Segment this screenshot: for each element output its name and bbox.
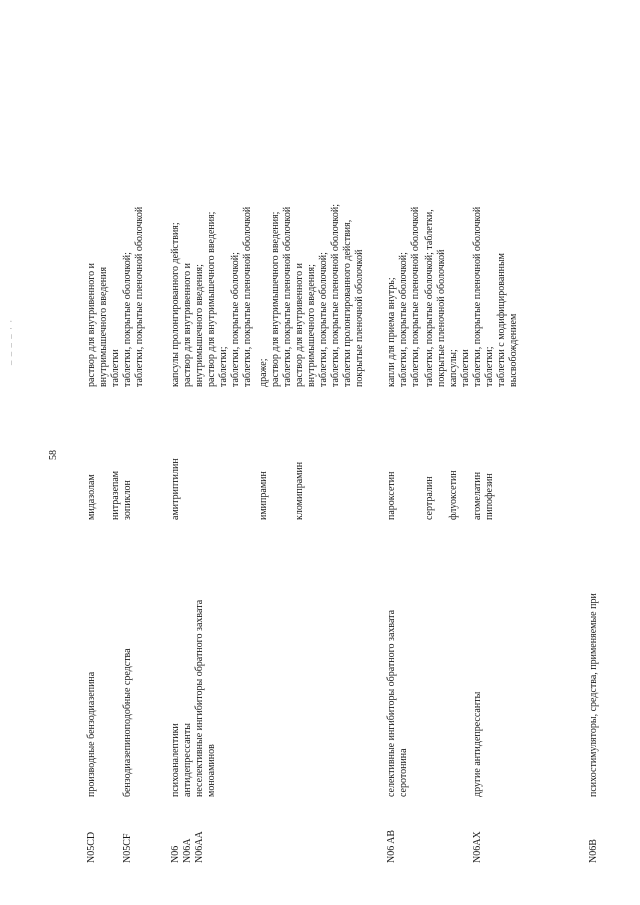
row-code	[472, 805, 484, 863]
row-drug	[472, 420, 484, 520]
cell-line: флуоксетин	[448, 470, 459, 520]
cell-line: психостимуляторы, средства, применяемые при	[588, 593, 599, 797]
cell-line: таблетки, покрытые пленочной оболочкой	[410, 206, 421, 387]
cell-line: селективные ингибиторы обратного захвата	[386, 609, 397, 797]
cell-line: внутримышечного введения;	[194, 264, 205, 387]
cell-line: раствор для внутримышечного введения;	[270, 211, 281, 387]
cell-line: таблетки, покрытые пленочной оболочкой	[242, 206, 253, 387]
cell-line: пароксетин	[386, 471, 397, 520]
cell-line: нитразепам	[110, 470, 121, 520]
row-description	[588, 527, 600, 797]
page-number: 58	[48, 450, 59, 460]
cell-line: N06AA	[194, 831, 205, 863]
row-dosage-forms	[484, 7, 520, 387]
cell-line: зопиклон	[122, 480, 133, 520]
cell-line: антидепрессанты	[182, 723, 193, 797]
cell-line: таблетки, покрытые пленочной оболочкой	[472, 206, 483, 387]
row-code	[588, 805, 600, 863]
cell-line: таблетки, покрытые оболочкой; таблетки,	[424, 209, 435, 387]
row-description	[122, 527, 134, 797]
row-dosage-forms	[386, 7, 422, 387]
cell-line: таблетки, покрытые пленочной оболочкой	[134, 206, 145, 387]
row-code	[386, 805, 398, 863]
cell-line: раствор для внутривенного и	[294, 262, 305, 387]
cell-line: высвобождением	[508, 313, 519, 387]
cell-line: внутримышечного введения	[98, 266, 109, 387]
cell-line: N06B	[588, 839, 599, 863]
cell-line: другие антидепрессанты	[472, 691, 483, 797]
cell-line: N06AX	[472, 831, 483, 863]
cell-line: N05CD	[86, 831, 97, 863]
row-drug	[386, 420, 398, 520]
cell-line: раствор для внутривенного и	[86, 262, 97, 387]
row-description	[386, 527, 410, 797]
row-dosage-forms	[170, 7, 254, 387]
cell-line: капсулы;	[448, 349, 459, 387]
row-dosage-forms	[448, 7, 472, 387]
cell-line: неселективные ингибиторы обратного захвата	[194, 599, 205, 797]
cell-line: N06 AB	[386, 829, 397, 863]
cell-line: таблетки, покрытые оболочкой;	[122, 252, 133, 387]
cell-line: моноаминов	[206, 744, 217, 797]
row-dosage-forms	[258, 7, 294, 387]
cell-line: сертралин	[424, 476, 435, 520]
cell-line: производные бензодиазепина	[86, 671, 97, 797]
cell-line: кломипрамин	[294, 461, 305, 520]
row-code	[86, 805, 98, 863]
row-description	[472, 527, 484, 797]
cell-line: таблетки	[460, 349, 471, 387]
cell-line: N06	[170, 845, 181, 863]
scan-mark: – – – – · ·	[6, 318, 16, 365]
cell-line: N06A	[182, 838, 193, 863]
cell-line: таблетки	[110, 349, 121, 387]
row-drug	[258, 420, 270, 520]
row-description	[86, 527, 98, 797]
row-dosage-forms	[294, 7, 366, 387]
cell-line: покрытые пленочной оболочкой	[354, 249, 365, 387]
cell-line: агомелатин	[472, 471, 483, 520]
cell-line: таблетки, покрытые пленочной оболочкой	[282, 206, 293, 387]
row-dosage-forms	[472, 7, 484, 387]
cell-line: внутримышечного введения;	[306, 264, 317, 387]
cell-line: таблетки, покрытые оболочкой;	[230, 252, 241, 387]
row-drug	[294, 420, 306, 520]
cell-line: таблетки;	[484, 346, 495, 387]
cell-line: драже;	[258, 358, 269, 387]
row-drug	[484, 420, 496, 520]
row-dosage-forms	[424, 7, 448, 387]
cell-line: таблетки с модифицированным	[496, 252, 507, 387]
row-drug	[170, 420, 182, 520]
row-code	[122, 805, 134, 863]
cell-line: мидазолам	[86, 474, 97, 520]
cell-line: N05CF	[122, 833, 133, 863]
row-dosage-forms	[86, 7, 110, 387]
cell-line: психоаналептики	[170, 723, 181, 797]
cell-line: покрытые пленочной оболочкой	[436, 249, 447, 387]
cell-line: раствор для внутривенного и	[182, 262, 193, 387]
cell-line: капсулы пролонгированного действия;	[170, 222, 181, 387]
row-code	[170, 805, 206, 863]
cell-line: таблетки, покрытые пленочной оболочкой;	[330, 203, 341, 387]
cell-line: капли для приема внутрь;	[386, 277, 397, 387]
row-dosage-forms	[122, 7, 146, 387]
cell-line: раствор для внутримышечного введения;	[206, 211, 217, 387]
row-drug	[424, 420, 436, 520]
row-dosage-forms	[110, 7, 122, 387]
cell-line: таблетки, покрытые оболочкой;	[398, 252, 409, 387]
row-drug	[86, 420, 98, 520]
row-drug	[110, 420, 122, 520]
cell-line: серотонина	[398, 748, 409, 797]
cell-line: бензодиазепиноподобные средства	[122, 648, 133, 797]
cell-line: таблетки, покрытые оболочкой;	[318, 252, 329, 387]
row-drug	[448, 420, 460, 520]
row-drug	[122, 420, 134, 520]
cell-line: имипрамин	[258, 471, 269, 520]
cell-line: таблетки пролонгированного действия,	[342, 219, 353, 387]
row-description	[170, 527, 218, 797]
cell-line: амитриптилин	[170, 458, 181, 520]
cell-line: пипофезин	[484, 473, 495, 520]
cell-line: таблетки;	[218, 346, 229, 387]
